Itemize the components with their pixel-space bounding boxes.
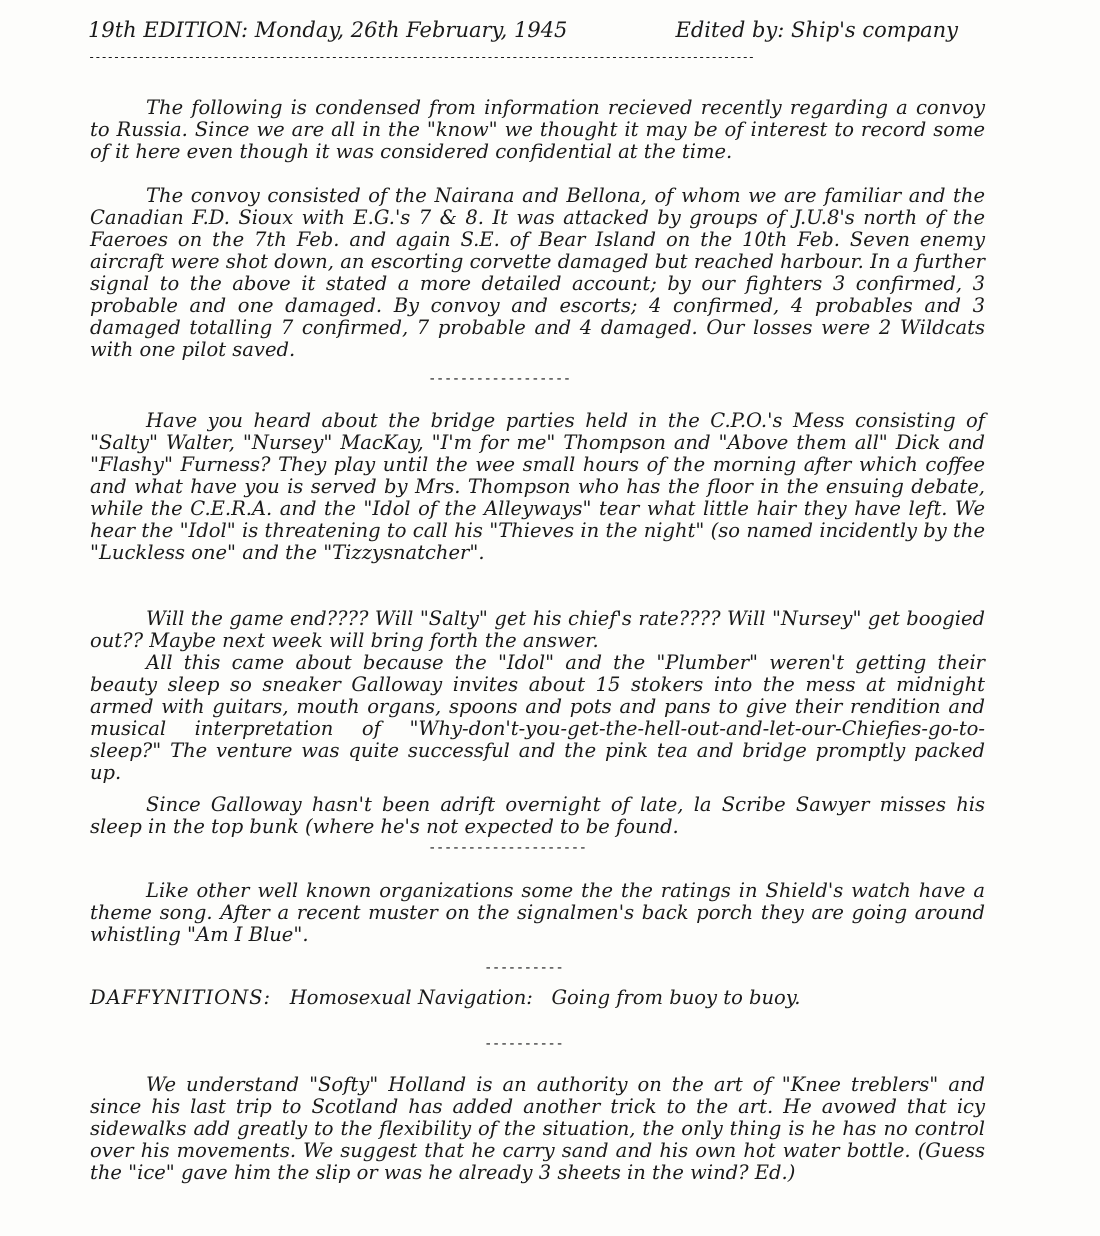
edition-date: 19th EDITION: Monday, 26th February, 1945 [88,18,568,42]
paragraph-beauty-sleep: All this came about because the "Idol" and the "Plumber" weren't getting their beauty sleep so sneaker Galloway invites about 15 stokers into the mess at midnight armed with guitars, mouth organs, spoons and pots and pans to give their rendition and musical interpretation of "Why-don't-you-get-the-hell-out-and-let-our-Chiefies-go-to-sleep?" The venture was quite successful and the pink tea and bridge promptly packed up. [90,651,985,784]
daffynitions-term: Homosexual Navigation: [289,986,533,1009]
daffynitions-definition: Going from buoy to buoy. [551,986,801,1009]
paragraph-softy-holland: We understand "Softy" Holland is an authority on the art of "Knee treblers" and since his last trip to Scotland has added another trick to the art. He avowed that icy sidewalks add greatly to the flexibility of the situation, the only thing is he has no control over his movements. We suggest that he carry sand and his own hot water bottle. (Guess the "ice" gave him the slip or was he already 3 sheets in the wind? Ed.) [90,1073,985,1184]
newsletter-header [88,18,958,52]
paragraph-bridge-parties: Have you heard about the bridge parties held in the C.P.O.'s Mess consisting of "Salty" Walter, "Nursey" MacKay, "I'm for me" Thompson and "Above them all" Dick and "Flashy" Furness? They play until the wee small hours of the morning after which coffee and what have you is served by Mrs. Thompson who has the floor in the ensuing debate, while the C.E.R.A. and the "Idol of the Alleyways" tear what little hair they have left. We hear the "Idol" is threatening to call his "Thieves in the night" (so named incidently by the "Luckless one" and the "Tizzysnatcher". [90,409,985,564]
paragraph-theme-song: Like other well known organizations some the the ratings in Shield's watch have a theme song. After a recent muster on the signalmen's back porch they are going around whistling "Am I Blue". [90,879,985,946]
separator-1: ------------------ [428,371,571,387]
separator-4: ---------- [484,1036,564,1052]
paragraph-convoy-intro: The following is condensed from information recieved recently regarding a convoy to Russia. Since we are all in the "know" we thought it may be of interest to record some of it here even though it was considered confidential at the time. [90,96,985,163]
daffynitions-label: DAFFYNITIONS: [90,986,272,1009]
paragraph-game-end: Will the game end???? Will "Salty" get his chief's rate???? Will "Nursey" get boogied out?? Maybe next week will bring forth the answer. [90,607,985,652]
separator-3: ---------- [484,960,564,976]
editor-credit: Edited by: Ship's company [675,18,958,42]
header-rule: ----------------------------------------------------------------------------------------------------------- [88,50,755,64]
paragraph-galloway: Since Galloway hasn't been adrift overnight of late, la Scribe Sawyer misses his sleep in the top bunk (where he's not expected to be found. [90,793,985,838]
paragraph-convoy-details: The convoy consisted of the Nairana and Bellona, of whom we are familiar and the Canadian F.D. Sioux with E.G.'s 7 & 8. It was attacked by groups of J.U.8's north of the Faeroes on the 7th Feb. and again S.E. of Bear Island on the 10th Feb. Seven enemy aircraft were shot down, an escorting corvette damaged but reached harbour. In a further signal to the above it stated a more detailed account; by our fighters 3 confirmed, 3 probable and one damaged. By convoy and escorts; 4 confirmed, 4 probables and 3 damaged totalling 7 confirmed, 7 probable and 4 damaged. Our losses were 2 Wildcats with one pilot saved. [90,184,985,361]
separator-2: -------------------- [428,840,587,856]
daffynitions-line [90,986,800,1009]
